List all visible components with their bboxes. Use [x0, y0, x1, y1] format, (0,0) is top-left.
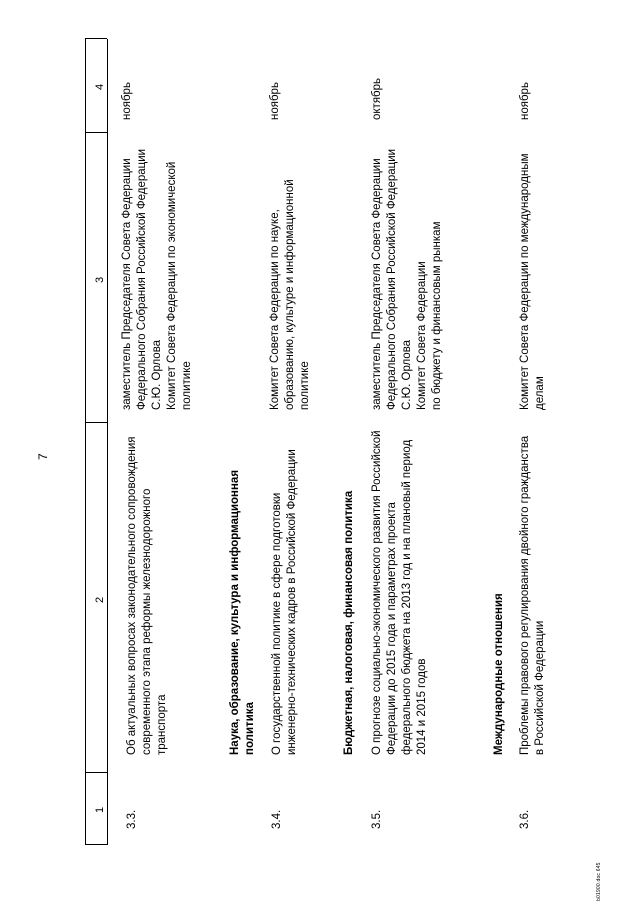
row-number: 3.4.: [271, 809, 283, 829]
row-responsible: Комитет Совета Федерации по науке, образованию, культуре и информационной политике: [269, 179, 311, 410]
table-top-border: [85, 39, 86, 845]
row-title: О прогнозе социально-экономического развития Российской Федерации до 2015 года и параметрах проекта федерального бюджета на 2013 год и на плановый период 2014 и 2015 годов: [371, 430, 428, 755]
row-title: Проблемы правового регулирования двойного гражданства в Российской Федерации: [519, 435, 546, 755]
section-heading: Международные отношения: [493, 593, 505, 755]
file-stamp: b01900.doc 645: [596, 862, 602, 901]
row-deadline: октябрь: [371, 77, 383, 120]
row-deadline: ноябрь: [519, 82, 531, 120]
column-number-3: 3: [94, 276, 106, 283]
table-col-divider: [85, 772, 107, 773]
section-heading: Бюджетная, налоговая, финансовая политика: [343, 490, 355, 755]
row-deadline: ноябрь: [269, 82, 281, 120]
page-number: 7: [36, 453, 50, 460]
column-number-2: 2: [94, 596, 106, 603]
row-deadline: ноябрь: [121, 82, 133, 120]
row-number: 3.5.: [371, 809, 383, 829]
table-right-border: [85, 38, 107, 39]
table-col-divider: [85, 132, 107, 133]
row-responsible: Комитет Совета Федерации по международным делам: [519, 153, 546, 410]
row-responsible: заместитель Председателя Совета Федерации Федерального Собрания Российской Федерации С.Ю. Орлова Комитет Совета Федерации по экономической политике: [121, 148, 193, 410]
row-number: 3.3.: [126, 809, 138, 829]
table-header-bottom: [107, 39, 108, 845]
row-title: О государственной политике в сфере подготовки инженерно-технических кадров в Российской Федерации: [271, 449, 298, 755]
table-col-divider: [85, 422, 107, 423]
row-responsible: заместитель Председателя Совета Федерации Федерального Собрания Российской Федерации С.Ю. Орлова Комитет Совета Федерации по бюджету и финансовым рынкам: [371, 148, 443, 410]
column-number-1: 1: [94, 806, 106, 813]
row-title: Об актуальных вопросах законодательного сопровождения современного этапа реформы железнодорожного транспорта: [126, 436, 168, 755]
row-number: 3.6.: [519, 809, 531, 829]
table-left-border: [85, 844, 107, 845]
column-number-4: 4: [94, 83, 106, 90]
section-heading: Наука, образование, культура и информационная политика: [229, 469, 256, 755]
